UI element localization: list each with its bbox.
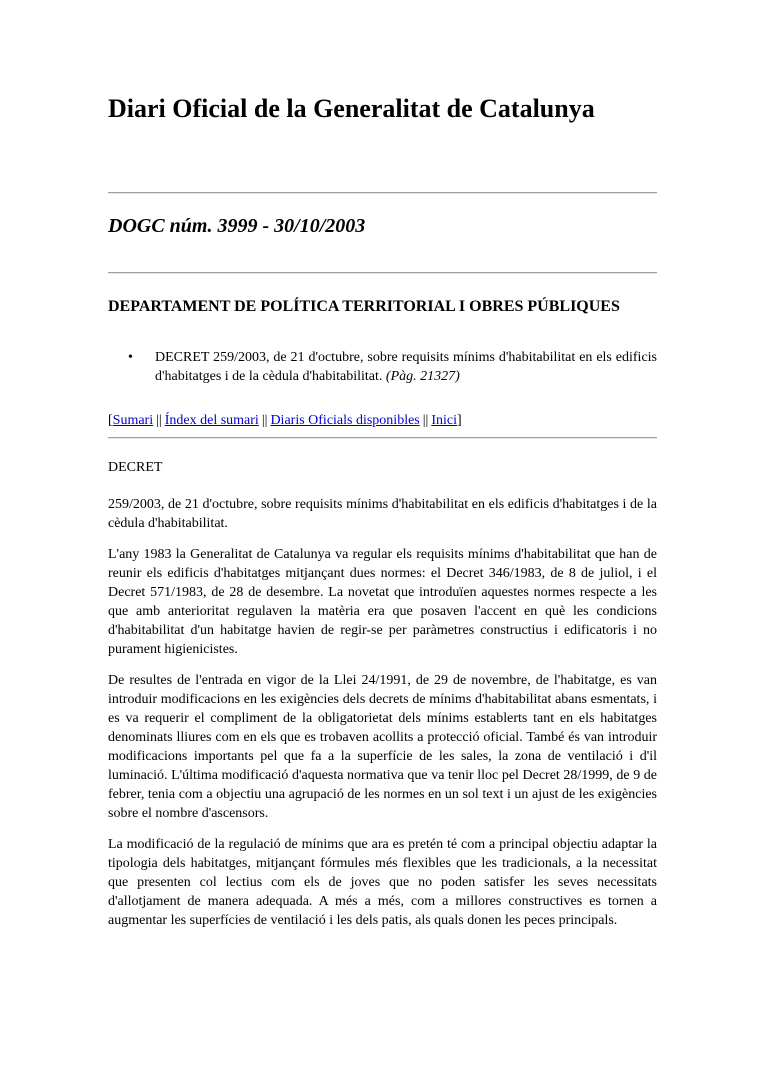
nav-bracket-close: ]	[457, 413, 462, 428]
summary-list	[108, 348, 657, 386]
issue-number: DOGC núm. 3999 - 30/10/2003	[108, 215, 366, 237]
bullet-icon: •	[128, 350, 133, 365]
paragraph: De resultes de l'entrada en vigor de la Llei 24/1991, de 29 de novembre, de l'habitatge, es van introduir modificacions en les exigències dels decrets de mínims d'habitabilitat abans esmentats, i es va requerir el compliment de la obligatorietat dels mínims establerts tant en els habitatges denominats lliures com en els que es trobaven acollits a protecció oficial. També és van introduir modificacions importants pel que fa a la superfície de les sales, la zona de ventilació i d'il luminació. L'última modificació d'aquesta normativa que va tenir lloc pel Decret 28/1999, de 9 de febrer, tenia com a objectiu una agrupació de les normes en un sol text i un ajust de les exigències sobre el nombre d'ascensors.	[108, 673, 657, 821]
nav-link-sumari[interactable]: Sumari	[112, 413, 154, 428]
document-body	[108, 458, 657, 942]
nav-link-inici[interactable]: Inici	[431, 413, 458, 428]
nav-separator: ||	[422, 413, 429, 428]
paragraph: La modificació de la regulació de mínims que ara es pretén té com a principal objectiu adaptar la tipologia dels habitatges, mitjançant fórmules més flexibles que les tradicionals, a la necessitat que presenten col lectius com els de joves que no poden satisfer les seves necessitats d'allotjament de manera adequada. A més a més, com a millores constructives es tornen a augmentar les superfícies de ventilació i les dels patis, als quals donen les peces principals.	[108, 837, 657, 928]
department-heading: DEPARTAMENT DE POLÍTICA TERRITORIAL I OBRES PÚBLIQUES	[108, 298, 620, 315]
nav-link-index-sumari[interactable]: Índex del sumari	[164, 413, 259, 428]
nav-separator: ||	[156, 413, 162, 428]
navigation-bar	[108, 411, 462, 430]
item-text: DECRET 259/2003, de 21 d'octubre, sobre requisits mínims d'habitabilitat en els edificis d'habitatges i de la cèdula d'habitabilitat.	[155, 350, 657, 384]
divider	[108, 192, 657, 194]
nav-link-diaris-oficials[interactable]: Diaris Oficials disponibles	[270, 413, 420, 428]
page-title: Diari Oficial de la Generalitat de Catalunya	[108, 94, 595, 123]
decree-heading: DECRET	[108, 460, 163, 475]
nav-separator: ||	[261, 413, 268, 428]
paragraph: 259/2003, de 21 d'octubre, sobre requisits mínims d'habitabilitat en els edificis d'habitatges i de la cèdula d'habitabilitat.	[108, 497, 657, 531]
paragraph: L'any 1983 la Generalitat de Catalunya va regular els requisits mínims d'habitabilitat que han de reunir els edificis d'habitatges mitjançant dues normes: el Decret 346/1983, de 8 de juliol, i el Decret 571/1983, de 28 de desembre. La novetat que introduïen aquestes normes respecte a les que amb anterioritat regulaven la matèria era que posaven l'accent en què les condicions d'habitabilitat d'un habitatge havien de regir-se per paràmetres constructius i edificatoris i no purament higienicistes.	[108, 547, 657, 657]
nav-bracket-open: [	[108, 413, 113, 428]
page-reference: (Pàg. 21327)	[385, 369, 460, 384]
list-item	[108, 348, 657, 386]
divider	[108, 272, 657, 274]
divider	[108, 437, 657, 439]
